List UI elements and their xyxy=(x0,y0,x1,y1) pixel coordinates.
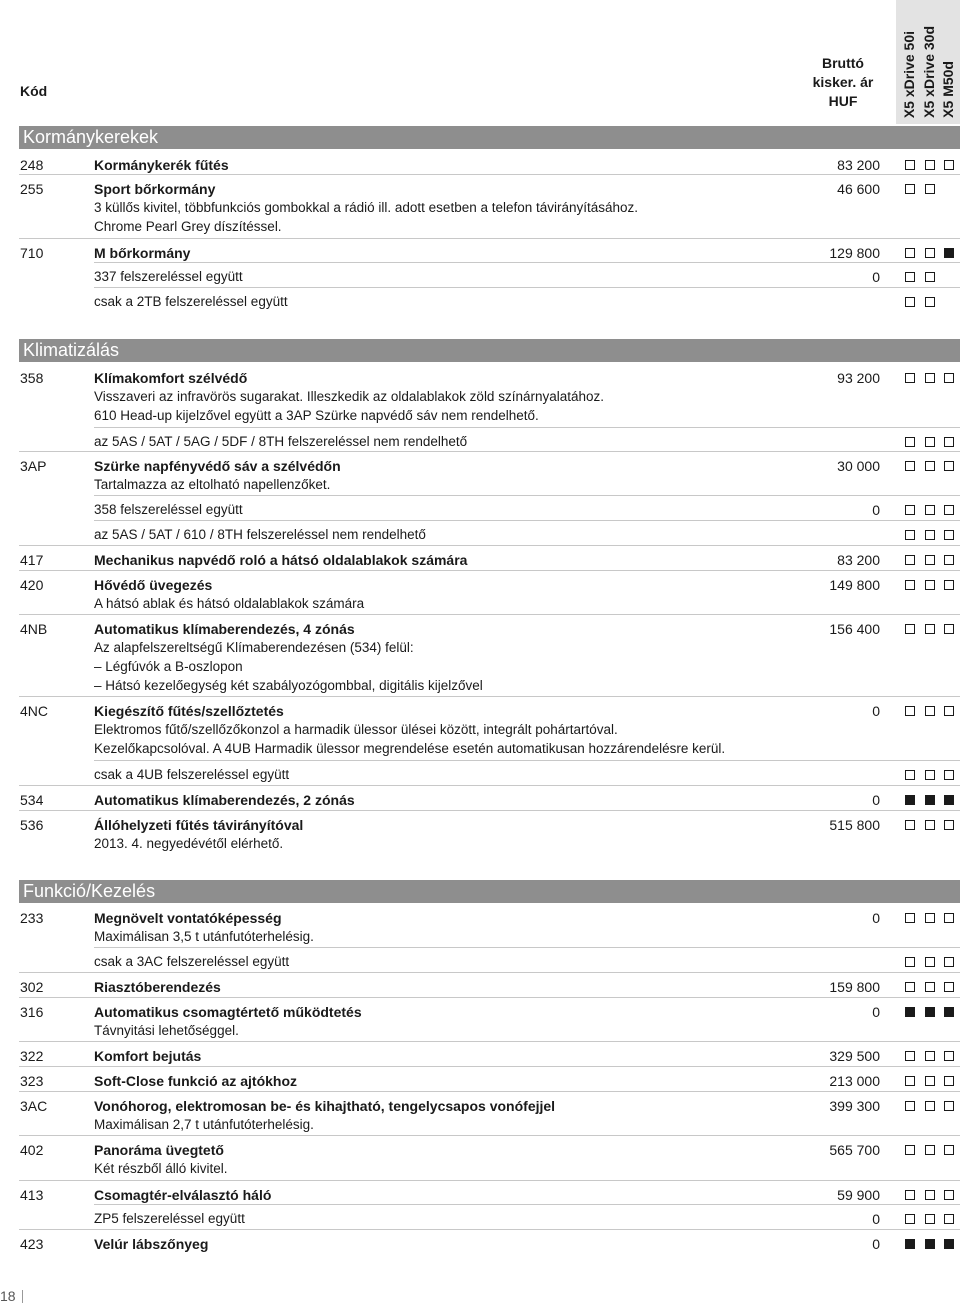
option-code: 413 xyxy=(20,1187,44,1203)
option-code: 536 xyxy=(20,817,44,833)
optional-equipment-mark xyxy=(925,820,935,830)
optional-equipment-mark xyxy=(925,1145,935,1155)
row-separator xyxy=(94,495,960,496)
standard-equipment-mark xyxy=(944,795,954,805)
standard-equipment-mark xyxy=(944,248,954,258)
option-code: 710 xyxy=(20,245,44,261)
optional-equipment-mark xyxy=(905,272,915,282)
standard-equipment-mark xyxy=(925,1239,935,1249)
option-title: Mechanikus napvédő roló a hátsó oldalablakok számára xyxy=(94,552,468,568)
option-price: 515 800 xyxy=(829,817,880,833)
optional-equipment-mark xyxy=(905,555,915,565)
optional-equipment-mark xyxy=(905,530,915,540)
optional-equipment-mark xyxy=(905,580,915,590)
optional-equipment-mark xyxy=(905,982,915,992)
price-header-line2: kisker. ár xyxy=(812,74,874,90)
option-price: 565 700 xyxy=(829,1142,880,1158)
optional-equipment-mark xyxy=(944,555,954,565)
optional-equipment-mark xyxy=(925,505,935,515)
option-description-line: Chrome Pearl Grey díszítéssel. xyxy=(94,219,282,234)
option-code: 322 xyxy=(20,1048,44,1064)
row-separator xyxy=(94,262,960,263)
optional-equipment-mark xyxy=(944,1190,954,1200)
row-separator xyxy=(94,1204,960,1205)
optional-equipment-mark xyxy=(925,957,935,967)
optional-equipment-mark xyxy=(925,272,935,282)
row-separator xyxy=(19,1229,960,1230)
option-title: M bőrkormány xyxy=(94,245,191,261)
footer-divider xyxy=(22,1290,23,1303)
optional-equipment-mark xyxy=(944,1076,954,1086)
row-separator xyxy=(19,1180,960,1181)
option-title: Kiegészítő fűtés/szellőztetés xyxy=(94,703,284,719)
row-separator xyxy=(19,810,960,811)
option-code: 255 xyxy=(20,181,44,197)
optional-equipment-mark xyxy=(905,437,915,447)
row-separator xyxy=(19,997,960,998)
optional-equipment-mark xyxy=(925,373,935,383)
option-title: Vonóhorog, elektromosan be- és kihajtható, tengelycsapos vonófejjel xyxy=(94,1098,556,1114)
option-description-line: – Légfúvók a B-oszlopon xyxy=(94,659,243,674)
option-title: Velúr lábszőnyeg xyxy=(94,1236,209,1252)
option-price: 83 200 xyxy=(837,552,880,568)
option-price: 46 600 xyxy=(837,181,880,197)
optional-equipment-mark xyxy=(944,624,954,634)
option-title: Sport bőrkormány xyxy=(94,181,216,197)
option-price: 0 xyxy=(872,703,880,719)
optional-equipment-mark xyxy=(905,913,915,923)
optional-equipment-mark xyxy=(925,530,935,540)
row-separator xyxy=(19,238,960,239)
option-description-line: csak a 2TB felszereléssel együtt xyxy=(94,294,288,309)
optional-equipment-mark xyxy=(925,437,935,447)
option-code: 316 xyxy=(20,1004,44,1020)
optional-equipment-mark xyxy=(905,160,915,170)
optional-equipment-mark xyxy=(925,982,935,992)
optional-equipment-mark xyxy=(925,1051,935,1061)
optional-equipment-mark xyxy=(944,580,954,590)
optional-equipment-mark xyxy=(905,248,915,258)
option-title: Hővédő üvegezés xyxy=(94,577,213,593)
option-code: 420 xyxy=(20,577,44,593)
optional-equipment-mark xyxy=(925,297,935,307)
standard-equipment-mark xyxy=(925,795,935,805)
optional-equipment-mark xyxy=(925,555,935,565)
optional-equipment-mark xyxy=(905,461,915,471)
option-title: Automatikus csomagtértető működtetés xyxy=(94,1004,362,1020)
option-title: Szürke napfényvédő sáv a szélvédőn xyxy=(94,458,341,474)
page-number: 18 xyxy=(0,1288,16,1304)
optional-equipment-mark xyxy=(944,160,954,170)
optional-equipment-mark xyxy=(925,913,935,923)
optional-equipment-mark xyxy=(905,706,915,716)
option-title: Klímakomfort szélvédő xyxy=(94,370,248,386)
option-code: 4NB xyxy=(20,621,48,637)
standard-equipment-mark xyxy=(944,1239,954,1249)
optional-equipment-mark xyxy=(925,706,935,716)
optional-equipment-mark xyxy=(925,770,935,780)
optional-equipment-mark xyxy=(905,505,915,515)
option-description-line: 3 küllős kivitel, többfunkciós gombokkal a rádió ill. adott esetben a telefon távirányításához. xyxy=(94,200,639,215)
option-code: 233 xyxy=(20,910,44,926)
optional-equipment-mark xyxy=(905,373,915,383)
option-title: Riasztóberendezés xyxy=(94,979,221,995)
option-code: 323 xyxy=(20,1073,44,1089)
option-description-line: – Hátsó kezelőegység két szabályozógombbal, digitális kijelzővel xyxy=(94,678,483,693)
optional-equipment-mark xyxy=(905,820,915,830)
option-description-line: Kezelőkapcsolóval. A 4UB Harmadik ülessor megrendelése esetén automatikusan hozzárendelésre kerül. xyxy=(94,741,726,756)
option-price: 0 xyxy=(872,792,880,808)
option-code: 248 xyxy=(20,157,44,173)
price-header-line1: Bruttó xyxy=(822,55,864,71)
option-title: Csomagtér-elválasztó háló xyxy=(94,1187,272,1203)
option-price: 59 900 xyxy=(837,1187,880,1203)
standard-equipment-mark xyxy=(944,1007,954,1017)
option-description-line: Az alapfelszereltségű Klímaberendezésen (534) felül: xyxy=(94,640,414,655)
option-title: Kormánykerék fűtés xyxy=(94,157,229,173)
option-price: 0 xyxy=(872,1004,880,1020)
standard-equipment-mark xyxy=(925,1007,935,1017)
model-header-50i: X5 xDrive 50i xyxy=(901,30,917,118)
option-description-line: Visszaveri az infravörös sugarakat. Illeszkedik az oldalablakok zöld színárnyalatához. xyxy=(94,389,605,404)
section-title: Funkció/Kezelés xyxy=(23,881,156,901)
row-separator xyxy=(19,174,960,175)
option-price: 149 800 xyxy=(829,577,880,593)
optional-equipment-mark xyxy=(944,1051,954,1061)
option-title: Automatikus klímaberendezés, 2 zónás xyxy=(94,792,355,808)
row-separator xyxy=(19,614,960,615)
option-price: 156 400 xyxy=(829,621,880,637)
optional-equipment-mark xyxy=(944,770,954,780)
option-title: Panoráma üvegtető xyxy=(94,1142,224,1158)
row-separator xyxy=(94,947,960,948)
row-separator xyxy=(94,760,960,761)
option-title: Automatikus klímaberendezés, 4 zónás xyxy=(94,621,355,637)
row-separator xyxy=(19,1091,960,1092)
row-separator xyxy=(19,1066,960,1067)
option-description-line: 2013. 4. negyedévétől elérhető. xyxy=(94,836,284,851)
optional-equipment-mark xyxy=(944,530,954,540)
optional-equipment-mark xyxy=(905,624,915,634)
optional-equipment-mark xyxy=(925,1214,935,1224)
standard-equipment-mark xyxy=(905,795,915,805)
option-description-line: Távnyitási lehetőséggel. xyxy=(94,1023,239,1038)
row-separator xyxy=(94,520,960,521)
optional-equipment-mark xyxy=(944,1101,954,1111)
optional-equipment-mark xyxy=(905,770,915,780)
optional-equipment-mark xyxy=(925,184,935,194)
option-code: 4NC xyxy=(20,703,49,719)
option-description-line: az 5AS / 5AT / 610 / 8TH felszereléssel nem rendelhető xyxy=(94,527,426,542)
option-code: 423 xyxy=(20,1236,44,1252)
option-price: 0 xyxy=(872,1211,880,1227)
optional-equipment-mark xyxy=(925,160,935,170)
standard-equipment-mark xyxy=(905,1007,915,1017)
option-price: 93 200 xyxy=(837,370,880,386)
optional-equipment-mark xyxy=(944,913,954,923)
option-price: 30 000 xyxy=(837,458,880,474)
option-description-line: Maximálisan 3,5 t utánfutóterhelésig. xyxy=(94,929,314,944)
option-price: 159 800 xyxy=(829,979,880,995)
optional-equipment-mark xyxy=(925,461,935,471)
option-description-line: 337 felszereléssel együtt xyxy=(94,269,243,284)
option-description-line: Tartalmazza az eltolható napellenzőket. xyxy=(94,477,331,492)
price-column-header xyxy=(806,54,880,111)
option-price: 213 000 xyxy=(829,1073,880,1089)
option-price: 83 200 xyxy=(837,157,880,173)
section-title: Kormánykerekek xyxy=(23,127,159,147)
option-price: 0 xyxy=(872,502,880,518)
optional-equipment-mark xyxy=(905,1076,915,1086)
model-header-m50d: X5 M50d xyxy=(940,61,956,118)
option-description-line: A hátsó ablak és hátsó oldalablakok számára xyxy=(94,596,365,611)
option-price: 399 300 xyxy=(829,1098,880,1114)
optional-equipment-mark xyxy=(925,1076,935,1086)
optional-equipment-mark xyxy=(944,820,954,830)
option-price: 129 800 xyxy=(829,245,880,261)
model-column-headers xyxy=(896,0,960,124)
optional-equipment-mark xyxy=(905,184,915,194)
option-code: 3AC xyxy=(20,1098,48,1114)
optional-equipment-mark xyxy=(944,437,954,447)
row-separator xyxy=(94,287,960,288)
optional-equipment-mark xyxy=(905,297,915,307)
row-separator xyxy=(19,972,960,973)
option-price: 0 xyxy=(872,1236,880,1252)
model-header-30d: X5 xDrive 30d xyxy=(921,26,937,118)
option-description-line: Maximálisan 2,7 t utánfutóterhelésig. xyxy=(94,1117,314,1132)
section-header xyxy=(19,126,960,149)
optional-equipment-mark xyxy=(944,373,954,383)
row-separator xyxy=(19,696,960,697)
option-price: 0 xyxy=(872,269,880,285)
row-separator xyxy=(19,1041,960,1042)
section-header xyxy=(19,339,960,362)
optional-equipment-mark xyxy=(944,1145,954,1155)
section-title: Klimatizálás xyxy=(23,340,120,360)
optional-equipment-mark xyxy=(905,957,915,967)
option-code: 302 xyxy=(20,979,44,995)
option-price: 0 xyxy=(872,910,880,926)
optional-equipment-mark xyxy=(944,461,954,471)
option-description-line: csak a 3AC felszereléssel együtt xyxy=(94,954,290,969)
row-separator xyxy=(19,785,960,786)
option-title: Állóhelyzeti fűtés távirányítóval xyxy=(94,817,304,833)
optional-equipment-mark xyxy=(905,1214,915,1224)
option-price: 329 500 xyxy=(829,1048,880,1064)
optional-equipment-mark xyxy=(905,1051,915,1061)
option-code: 534 xyxy=(20,792,44,808)
option-title: Komfort bejutás xyxy=(94,1048,202,1064)
option-code: 3AP xyxy=(20,458,47,474)
option-title: Soft-Close funkció az ajtókhoz xyxy=(94,1073,298,1089)
option-description-line: csak a 4UB felszereléssel együtt xyxy=(94,767,290,782)
optional-equipment-mark xyxy=(925,624,935,634)
optional-equipment-mark xyxy=(905,1145,915,1155)
option-code: 417 xyxy=(20,552,44,568)
optional-equipment-mark xyxy=(944,706,954,716)
optional-equipment-mark xyxy=(905,1101,915,1111)
optional-equipment-mark xyxy=(925,580,935,590)
row-separator xyxy=(94,427,960,428)
option-description-line: 610 Head-up kijelzővel együtt a 3AP Szürke napvédő sáv nem rendelhető. xyxy=(94,408,539,423)
row-separator xyxy=(19,1135,960,1136)
option-description-line: az 5AS / 5AT / 5AG / 5DF / 8TH felszereléssel nem rendelhető xyxy=(94,434,468,449)
option-description-line: Elektromos fűtő/szellőzőkonzol a harmadik ülessor ülései között, integrált pohártartóval. xyxy=(94,722,618,737)
optional-equipment-mark xyxy=(944,1214,954,1224)
option-code: 358 xyxy=(20,370,44,386)
option-description-line: ZP5 felszereléssel együtt xyxy=(94,1211,245,1226)
optional-equipment-mark xyxy=(925,1101,935,1111)
option-description-line: Két részből álló kivitel. xyxy=(94,1161,228,1176)
code-column-header: Kód xyxy=(20,83,48,99)
option-code: 402 xyxy=(20,1142,44,1158)
row-separator xyxy=(19,570,960,571)
optional-equipment-mark xyxy=(925,248,935,258)
optional-equipment-mark xyxy=(944,982,954,992)
row-separator xyxy=(19,451,960,452)
optional-equipment-mark xyxy=(925,1190,935,1200)
standard-equipment-mark xyxy=(905,1239,915,1249)
optional-equipment-mark xyxy=(944,505,954,515)
price-header-line3: HUF xyxy=(828,93,858,109)
optional-equipment-mark xyxy=(944,957,954,967)
optional-equipment-mark xyxy=(905,1190,915,1200)
option-title: Megnövelt vontatóképesség xyxy=(94,910,282,926)
option-description-line: 358 felszereléssel együtt xyxy=(94,502,243,517)
row-separator xyxy=(19,545,960,546)
section-header xyxy=(19,880,960,903)
